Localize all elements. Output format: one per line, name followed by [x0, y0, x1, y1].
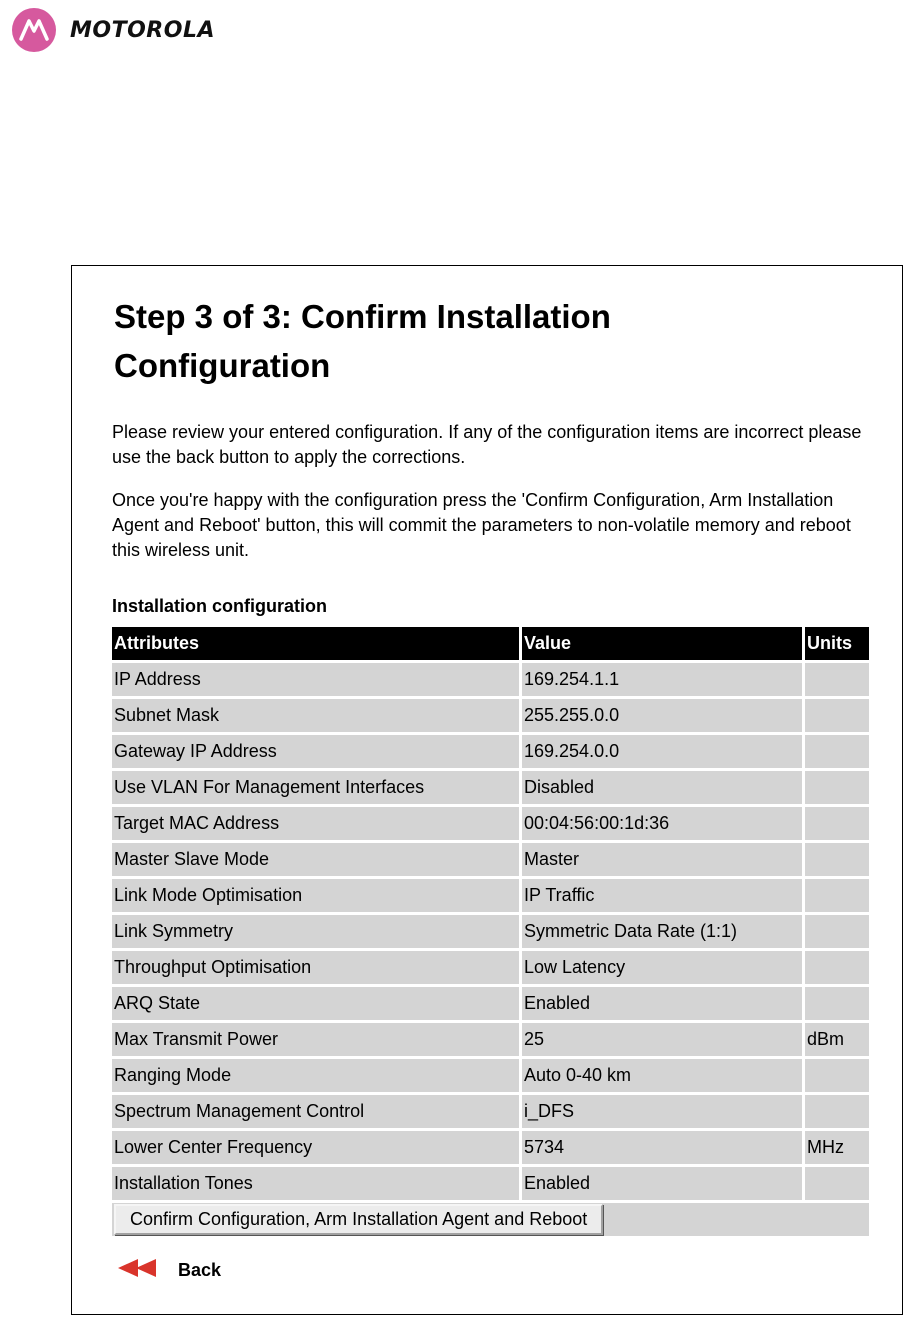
table-row: [112, 951, 869, 984]
table-row: [112, 843, 869, 876]
cell-value: Symmetric Data Rate (1:1): [522, 915, 802, 948]
cell-units: [805, 1167, 869, 1200]
motorola-logo: [12, 8, 215, 52]
cell-attribute: Throughput Optimisation: [112, 951, 519, 984]
table-row: [112, 1023, 869, 1056]
installation-config-table: [109, 624, 872, 1239]
table-row: [112, 1059, 869, 1092]
cell-attribute: Spectrum Management Control: [112, 1095, 519, 1128]
table-row: [112, 771, 869, 804]
table-header-row: [112, 627, 869, 660]
cell-units: dBm: [805, 1023, 869, 1056]
cell-attribute: Master Slave Mode: [112, 843, 519, 876]
cell-units: [805, 735, 869, 768]
button-cell: [112, 1203, 869, 1236]
confirm-reboot-button[interactable]: Confirm Configuration, Arm Installation Agent and Reboot: [114, 1204, 603, 1235]
brand-name: MOTOROLA: [70, 17, 215, 43]
table-row: [112, 699, 869, 732]
cell-value: Enabled: [522, 987, 802, 1020]
cell-units: [805, 987, 869, 1020]
cell-attribute: Lower Center Frequency: [112, 1131, 519, 1164]
cell-units: [805, 1059, 869, 1092]
cell-value: Auto 0-40 km: [522, 1059, 802, 1092]
back-label: Back: [178, 1260, 222, 1280]
review-instructions: Please review your entered configuration. If any of the configuration items are incorrect please use the back button to apply the corrections.: [112, 422, 862, 467]
cell-value: Disabled: [522, 771, 802, 804]
cell-units: [805, 843, 869, 876]
cell-attribute: Installation Tones: [112, 1167, 519, 1200]
cell-value: 169.254.0.0: [522, 735, 802, 768]
cell-value: Low Latency: [522, 951, 802, 984]
header-units: Units: [805, 627, 869, 660]
cell-attribute: Use VLAN For Management Interfaces: [112, 771, 519, 804]
cell-units: [805, 951, 869, 984]
button-row: [112, 1203, 869, 1236]
motorola-batwing-icon: [12, 8, 56, 52]
table-row: [112, 879, 869, 912]
table-row: [112, 915, 869, 948]
cell-units: [805, 915, 869, 948]
cell-value: Enabled: [522, 1167, 802, 1200]
header-value: Value: [522, 627, 802, 660]
table-caption: Installation configuration: [112, 596, 327, 616]
cell-value: 5734: [522, 1131, 802, 1164]
cell-attribute: Subnet Mask: [112, 699, 519, 732]
header-attributes: Attributes: [112, 627, 519, 660]
table-row: [112, 735, 869, 768]
cell-value: 169.254.1.1: [522, 663, 802, 696]
cell-attribute: Gateway IP Address: [112, 735, 519, 768]
cell-attribute: Max Transmit Power: [112, 1023, 519, 1056]
cell-units: [805, 807, 869, 840]
table-row: [112, 1167, 869, 1200]
table-row: [112, 1131, 869, 1164]
cell-attribute: ARQ State: [112, 987, 519, 1020]
cell-value: 00:04:56:00:1d:36: [522, 807, 802, 840]
cell-units: [805, 699, 869, 732]
cell-value: 255.255.0.0: [522, 699, 802, 732]
cell-value: 25: [522, 1023, 802, 1056]
cell-units: [805, 879, 869, 912]
cell-attribute: Link Symmetry: [112, 915, 519, 948]
cell-value: i_DFS: [522, 1095, 802, 1128]
cell-attribute: Ranging Mode: [112, 1059, 519, 1092]
cell-units: [805, 1095, 869, 1128]
confirm-instructions: Once you're happy with the configuration press the 'Confirm Configuration, Arm Installation Agent and Reboot' button, this will commit the parameters to non-volatile memory and reboot this wireless unit.: [112, 490, 851, 560]
table-row: [112, 663, 869, 696]
cell-attribute: Link Mode Optimisation: [112, 879, 519, 912]
content-frame: [71, 265, 903, 1315]
back-link[interactable]: [118, 1258, 221, 1283]
page-title: Step 3 of 3: Confirm Installation Configuration: [114, 298, 611, 384]
table-row: [112, 807, 869, 840]
cell-units: [805, 771, 869, 804]
cell-attribute: Target MAC Address: [112, 807, 519, 840]
cell-value: IP Traffic: [522, 879, 802, 912]
table-row: [112, 987, 869, 1020]
table-row: [112, 1095, 869, 1128]
back-arrow-icon: [118, 1258, 162, 1283]
cell-units: MHz: [805, 1131, 869, 1164]
cell-value: Master: [522, 843, 802, 876]
cell-units: [805, 663, 869, 696]
cell-attribute: IP Address: [112, 663, 519, 696]
